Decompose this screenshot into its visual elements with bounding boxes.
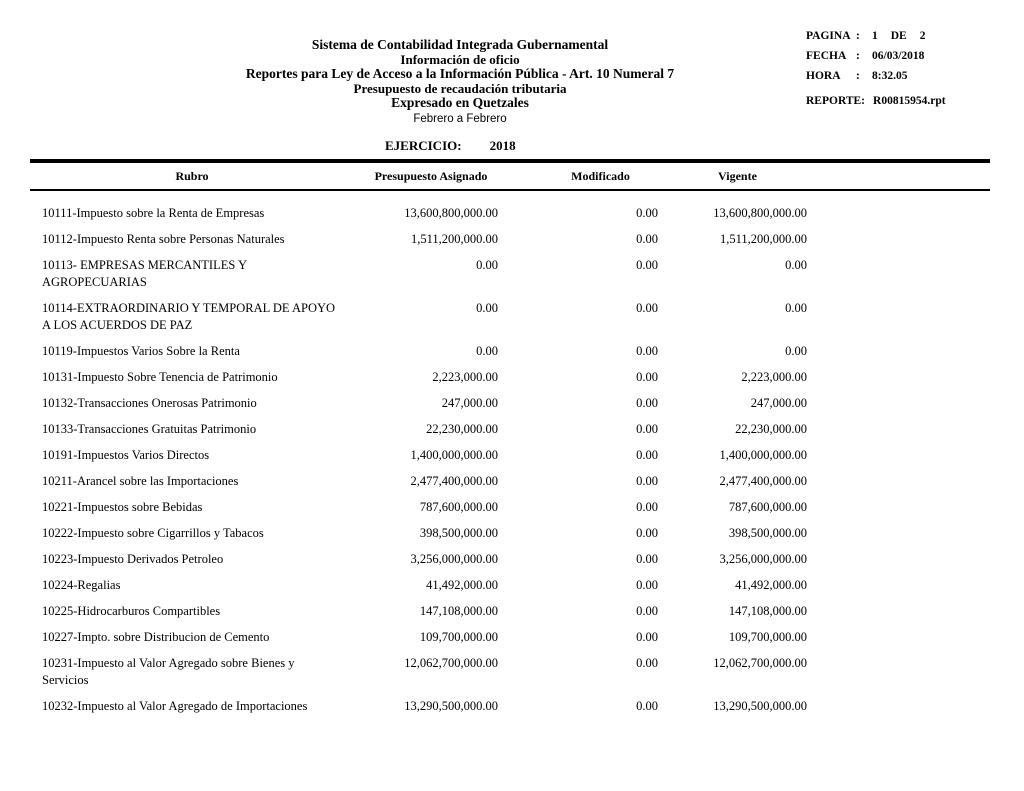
pagina-total: 2 xyxy=(919,30,926,42)
cell-rubro: 10114-EXTRAORDINARIO Y TEMPORAL DE APOYO A LOS ACUERDOS DE PAZ xyxy=(42,301,336,332)
pagina-label: PAGINA xyxy=(806,30,851,42)
cell-vigente: 3,256,000,000.00 xyxy=(719,552,807,566)
report-title-block xyxy=(155,38,765,127)
fecha-value: 06/03/2018 xyxy=(872,50,925,62)
table-row xyxy=(42,205,807,222)
cell-rubro: 10223-Impuesto Derivados Petroleo xyxy=(42,552,224,566)
cell-vigente: 22,230,000.00 xyxy=(735,422,807,436)
reporte-value: R00815954.rpt xyxy=(873,95,946,107)
reporte-label: REPORTE: xyxy=(806,95,866,107)
cell-rubro: 10221-Impuestos sobre Bebidas xyxy=(42,500,203,514)
cell-modificado: 0.00 xyxy=(636,630,658,644)
table-row xyxy=(42,395,807,412)
cell-asignado: 0.00 xyxy=(476,344,498,358)
cell-rubro: 10211-Arancel sobre las Importaciones xyxy=(42,474,239,488)
cell-asignado: 0.00 xyxy=(476,301,498,315)
cell-asignado: 2,477,400,000.00 xyxy=(410,474,498,488)
cell-rubro: 10131-Impuesto Sobre Tenencia de Patrimonio xyxy=(42,370,278,384)
hora-value: 8:32.05 xyxy=(872,70,908,82)
cell-vigente: 147,108,000.00 xyxy=(728,604,807,618)
report-name: Presupuesto de recaudación tributaria xyxy=(353,80,567,96)
cell-vigente: 1,511,200,000.00 xyxy=(719,232,807,246)
cell-asignado: 2,223,000.00 xyxy=(432,370,498,384)
cell-asignado: 1,511,200,000.00 xyxy=(410,232,498,246)
table-row xyxy=(42,369,807,386)
period-range: Febrero a Febrero xyxy=(413,112,507,125)
table-row xyxy=(42,473,807,490)
cell-modificado: 0.00 xyxy=(636,500,658,514)
cell-modificado: 0.00 xyxy=(636,232,658,246)
cell-modificado: 0.00 xyxy=(636,258,658,272)
cell-vigente: 2,223,000.00 xyxy=(741,370,807,384)
cell-vigente: 0.00 xyxy=(785,344,807,358)
cell-modificado: 0.00 xyxy=(636,370,658,384)
ejercicio-line xyxy=(385,138,516,154)
cell-vigente: 12,062,700,000.00 xyxy=(713,656,807,670)
ejercicio-label: EJERCICIO: xyxy=(385,138,462,153)
column-header-modificado: Modificado xyxy=(571,169,630,183)
cell-modificado: 0.00 xyxy=(636,206,658,220)
cell-rubro: 10132-Transacciones Onerosas Patrimonio xyxy=(42,396,257,410)
cell-vigente: 247,000.00 xyxy=(750,396,807,410)
cell-modificado: 0.00 xyxy=(636,474,658,488)
cell-asignado: 0.00 xyxy=(476,258,498,272)
cell-vigente: 0.00 xyxy=(785,258,807,272)
header-rule-bottom xyxy=(30,189,990,191)
cell-rubro: 10232-Impuesto al Valor Agregado de Importaciones xyxy=(42,699,308,713)
cell-rubro: 10119-Impuestos Varios Sobre la Renta xyxy=(42,344,240,358)
fecha-label: FECHA xyxy=(806,50,847,62)
system-title: Sistema de Contabilidad Integrada Gubernamental xyxy=(311,37,609,52)
cell-asignado: 1,400,000,000.00 xyxy=(410,448,498,462)
meta-fecha xyxy=(806,50,1020,63)
table-row xyxy=(42,655,807,689)
cell-asignado: 147,108,000.00 xyxy=(419,604,498,618)
cell-modificado: 0.00 xyxy=(636,552,658,566)
pagina-value-group xyxy=(872,30,1020,43)
report-law-line: Reportes para Ley de Acceso a la Información Pública - Art. 10 Numeral 7 xyxy=(245,66,675,82)
cell-rubro: 10225-Hidrocarburos Compartibles xyxy=(42,604,221,618)
meta-pagina xyxy=(806,30,1020,43)
cell-rubro: 10191-Impuestos Varios Directos xyxy=(42,448,210,462)
cell-vigente: 109,700,000.00 xyxy=(728,630,807,644)
table-row xyxy=(42,698,807,715)
cell-asignado: 247,000.00 xyxy=(441,396,498,410)
table-row xyxy=(42,257,807,291)
column-header-rubro: Rubro xyxy=(175,169,209,183)
report-subtitle: Información de oficio xyxy=(400,51,520,67)
cell-asignado: 41,492,000.00 xyxy=(426,578,498,592)
report-meta xyxy=(806,30,1020,108)
cell-modificado: 0.00 xyxy=(636,526,658,540)
currency-line: Expresado en Quetzales xyxy=(391,95,529,111)
table-row xyxy=(42,551,807,568)
cell-vigente: 0.00 xyxy=(785,301,807,315)
cell-asignado: 13,600,800,000.00 xyxy=(404,206,498,220)
cell-asignado: 22,230,000.00 xyxy=(426,422,498,436)
cell-modificado: 0.00 xyxy=(636,699,658,713)
hora-label: HORA xyxy=(806,70,841,82)
cell-vigente: 13,290,500,000.00 xyxy=(713,699,807,713)
cell-rubro: 10113- EMPRESAS MERCANTILES Y AGROPECUARIAS xyxy=(42,258,247,289)
cell-rubro: 10112-Impuesto Renta sobre Personas Naturales xyxy=(42,232,285,246)
ejercicio-value: 2018 xyxy=(489,138,516,153)
cell-vigente: 398,500,000.00 xyxy=(728,526,807,540)
cell-modificado: 0.00 xyxy=(636,448,658,462)
cell-modificado: 0.00 xyxy=(636,301,658,315)
cell-rubro: 10133-Transacciones Gratuitas Patrimonio xyxy=(42,422,257,436)
table-row xyxy=(42,525,807,542)
column-header-vigente: Vigente xyxy=(718,169,757,183)
cell-rubro: 10222-Impuesto sobre Cigarrillos y Tabacos xyxy=(42,526,264,540)
table-row xyxy=(42,231,807,248)
header-rule-top xyxy=(30,159,990,163)
table-body xyxy=(42,205,807,724)
cell-rubro: 10227-Impto. sobre Distribucion de Cemento xyxy=(42,630,270,644)
pagina-de-label: DE xyxy=(890,30,907,42)
table-row xyxy=(42,343,807,360)
cell-rubro: 10111-Impuesto sobre la Renta de Empresas xyxy=(42,206,265,220)
cell-asignado: 787,600,000.00 xyxy=(419,500,498,514)
cell-rubro: 10224-Regalias xyxy=(42,578,121,592)
table-row xyxy=(42,421,807,438)
cell-vigente: 2,477,400,000.00 xyxy=(719,474,807,488)
cell-rubro: 10231-Impuesto al Valor Agregado sobre Bienes y Servicios xyxy=(42,656,295,687)
hora-colon: : xyxy=(856,70,860,82)
column-header-asignado: Presupuesto Asignado xyxy=(374,169,488,183)
pagina-number: 1 xyxy=(872,30,878,42)
cell-modificado: 0.00 xyxy=(636,656,658,670)
table-row xyxy=(42,300,807,334)
cell-asignado: 3,256,000,000.00 xyxy=(410,552,498,566)
cell-vigente: 1,400,000,000.00 xyxy=(719,448,807,462)
table-row xyxy=(42,447,807,464)
cell-vigente: 13,600,800,000.00 xyxy=(713,206,807,220)
table-header xyxy=(42,169,807,184)
meta-hora xyxy=(806,70,1020,83)
table-row xyxy=(42,629,807,646)
table-row xyxy=(42,499,807,516)
meta-reporte xyxy=(806,95,1020,108)
cell-modificado: 0.00 xyxy=(636,422,658,436)
cell-modificado: 0.00 xyxy=(636,604,658,618)
table-row xyxy=(42,603,807,620)
table-row xyxy=(42,577,807,594)
cell-asignado: 13,290,500,000.00 xyxy=(404,699,498,713)
pagina-colon: : xyxy=(856,30,860,42)
cell-modificado: 0.00 xyxy=(636,578,658,592)
cell-modificado: 0.00 xyxy=(636,344,658,358)
cell-vigente: 787,600,000.00 xyxy=(728,500,807,514)
fecha-colon: : xyxy=(856,50,860,62)
cell-asignado: 12,062,700,000.00 xyxy=(404,656,498,670)
cell-asignado: 398,500,000.00 xyxy=(419,526,498,540)
cell-asignado: 109,700,000.00 xyxy=(419,630,498,644)
cell-vigente: 41,492,000.00 xyxy=(735,578,807,592)
cell-modificado: 0.00 xyxy=(636,396,658,410)
